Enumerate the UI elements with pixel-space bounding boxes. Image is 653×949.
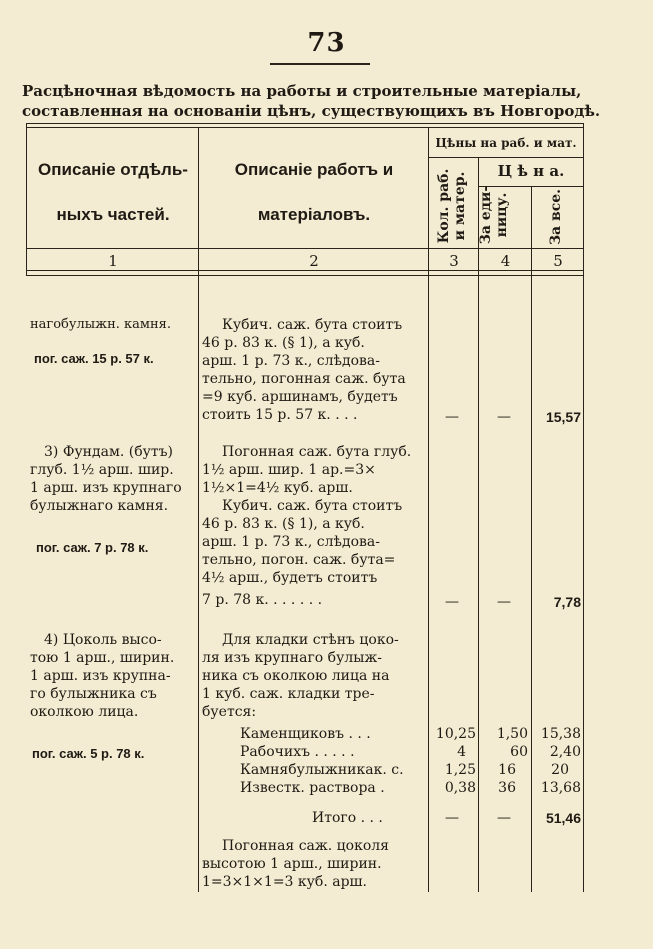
s3-desc-line: 1 арш. изъ крупна- bbox=[30, 668, 171, 684]
s2-work-line: 1½ арш. шир. 1 ар.=3× bbox=[202, 462, 376, 478]
title-line-1: Расцѣночная вѣдомость на работы и строительные матеріалы, bbox=[22, 82, 582, 100]
header-col3-line2: и матер. bbox=[452, 171, 468, 241]
s2-work-line: 7 р. 78 к. . . . . . . bbox=[202, 592, 323, 608]
header-col5: За все. bbox=[548, 188, 564, 246]
s1-rate: пог. саж. 15 р. 57 к. bbox=[34, 351, 154, 366]
s3-work-line: 1 куб. саж. кладки тре- bbox=[202, 686, 375, 702]
s2-total: 7,78 bbox=[553, 594, 581, 610]
s3-desc-line: го булыжника съ bbox=[30, 686, 157, 702]
s2-desc-line: 3) Фундам. (бутъ) bbox=[44, 444, 174, 460]
header-col1-line1: Описаніе отдѣль- bbox=[38, 160, 188, 179]
s3-item-qty: 4 bbox=[457, 744, 466, 760]
s3-itogo-total: 51,46 bbox=[545, 810, 581, 826]
s3-item-name: Каменщиковъ . . . bbox=[240, 726, 371, 742]
s3-desc-line: 4) Цоколь высо- bbox=[44, 632, 162, 648]
s3-item-total: 20 bbox=[551, 762, 569, 778]
s2-work-line: Кубич. саж. бута стоитъ bbox=[222, 498, 403, 514]
s2-work-line: 46 р. 83 к. (§ 1), а куб. bbox=[202, 516, 365, 532]
s3-work-line: Для кладки стѣнъ цоко- bbox=[222, 632, 399, 648]
s2-work-line: тельно, погон. саж. бута= bbox=[202, 552, 396, 568]
s3-item-unit: 36 bbox=[498, 780, 516, 796]
s3-work-line: буется: bbox=[202, 704, 257, 720]
header-prices-group: Цѣны на раб. и мат. bbox=[435, 136, 577, 150]
s3-item-qty: 1,25 bbox=[444, 762, 476, 778]
column-number-4: 4 bbox=[500, 252, 511, 270]
s2-work-line: Погонная саж. бута глуб. bbox=[222, 444, 412, 460]
s1-work-line: Кубич. саж. бута стоитъ bbox=[222, 317, 403, 333]
s3-itogo-label: Итого . . . bbox=[312, 810, 383, 826]
header-col1-line2: ныхъ частей. bbox=[56, 205, 170, 224]
page-number: 73 bbox=[307, 28, 346, 58]
header-col4-line1: За еди- bbox=[478, 185, 494, 245]
s2-rate: пог. саж. 7 р. 78 к. bbox=[36, 540, 149, 555]
s3-item-qty: 10,25 bbox=[435, 726, 476, 742]
s3-item-total: 13,68 bbox=[540, 780, 581, 796]
header-price-sub: Ц ѣ н а. bbox=[497, 162, 565, 180]
header-col2-line1: Описаніе работъ и bbox=[234, 160, 394, 179]
s3-work2-line: высотою 1 арш., ширин. bbox=[202, 856, 382, 872]
s1-desc-line: нагобулыжн. камня. bbox=[30, 317, 172, 332]
header-col3-line1: Кол. раб. bbox=[436, 168, 452, 244]
column-number-2: 2 bbox=[309, 252, 319, 270]
s3-item-qty: 0,38 bbox=[444, 780, 476, 796]
s2-qty: — bbox=[445, 594, 459, 610]
s1-work-line: стоить 15 р. 57 к. . . . bbox=[202, 407, 358, 423]
s2-desc-line: 1 арш. изъ крупнаго bbox=[30, 480, 182, 496]
s3-desc-line: околкою лица. bbox=[30, 704, 139, 720]
s2-desc-line: булыжнаго камня. bbox=[30, 498, 169, 514]
s3-itogo-qty: — bbox=[445, 810, 459, 826]
s1-qty: — bbox=[445, 409, 459, 425]
column-number-1: 1 bbox=[108, 252, 118, 270]
page-number-rule bbox=[270, 63, 370, 65]
s3-work2-line: 1=3×1×1=3 куб. арш. bbox=[202, 874, 367, 890]
s3-item-name: Рабочихъ . . . . . bbox=[240, 744, 355, 760]
title-line-2: составленная на основаніи цѣнъ, существующихъ въ Новгородѣ. bbox=[22, 102, 601, 120]
header-col4 bbox=[478, 175, 512, 255]
s3-work-line: ля изъ крупнаго булыж- bbox=[202, 650, 382, 666]
s1-work-line: тельно, погонная саж. бута bbox=[202, 371, 406, 387]
s3-item-total: 2,40 bbox=[549, 744, 581, 760]
s3-item-unit: 16 bbox=[498, 762, 516, 778]
column-number-5: 5 bbox=[553, 252, 563, 270]
s2-desc-line: глуб. 1½ арш. шир. bbox=[30, 462, 174, 478]
s3-itogo-unit: — bbox=[497, 810, 511, 826]
s2-unit: — bbox=[497, 594, 511, 610]
s3-item-name: Камнябулыжникак. с. bbox=[240, 762, 404, 778]
s1-unit: — bbox=[497, 409, 511, 425]
s3-item-name: Известк. раствора . bbox=[240, 780, 385, 796]
s1-work-line: 46 р. 83 к. (§ 1), а куб. bbox=[202, 335, 365, 351]
s1-work-line: арш. 1 р. 73 к., слѣдова- bbox=[202, 353, 380, 369]
s2-work-line: 1½×1=4½ куб. арш. bbox=[202, 480, 353, 496]
s3-item-unit: 60 bbox=[510, 744, 528, 760]
column-number-3: 3 bbox=[449, 252, 459, 270]
s3-work-line: ника съ околкою лица на bbox=[202, 668, 390, 684]
header-col3 bbox=[436, 156, 470, 256]
s3-item-total: 15,38 bbox=[540, 726, 581, 742]
s3-rate: пог. саж. 5 р. 78 к. bbox=[32, 746, 145, 761]
s3-work2-line: Погонная саж. цоколя bbox=[222, 838, 389, 854]
header-col4-line2: ницу. bbox=[494, 192, 510, 238]
s2-work-line: 4½ арш., будетъ стоитъ bbox=[202, 570, 378, 586]
s1-work-line: =9 куб. аршинамъ, будетъ bbox=[202, 389, 398, 405]
s3-desc-line: тою 1 арш., ширин. bbox=[30, 650, 175, 666]
header-col2-line2: матеріаловъ. bbox=[257, 205, 371, 224]
s2-work-line: арш. 1 р. 73 к., слѣдова- bbox=[202, 534, 380, 550]
s3-item-unit: 1,50 bbox=[496, 726, 528, 742]
s1-total: 15,57 bbox=[545, 409, 581, 425]
